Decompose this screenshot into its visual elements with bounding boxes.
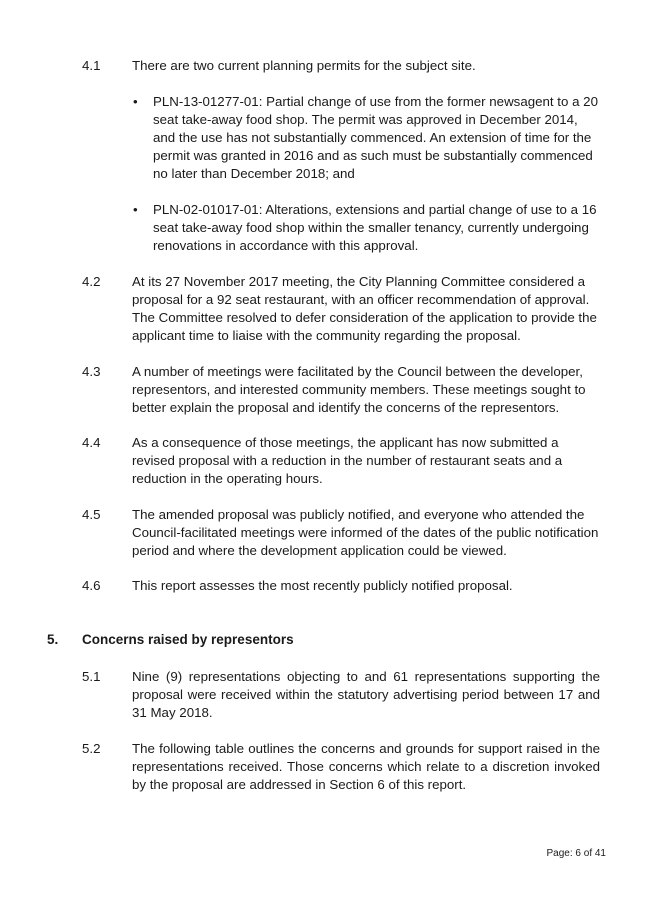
section-heading: Concerns raised by representors xyxy=(82,632,294,647)
paragraph-number: 4.5 xyxy=(82,507,101,522)
section-number: 5. xyxy=(47,632,59,647)
paragraph-number: 4.2 xyxy=(82,274,101,289)
paragraph-number: 5.1 xyxy=(82,669,101,684)
bullet-text: PLN-02-01017-01: Alterations, extensions and partial change of use to a 16 seat take-away food shop within the smaller tenancy, currently undergoing renovations in accordance with this approval. xyxy=(153,202,597,253)
bullet-icon: • xyxy=(133,94,138,109)
paragraph-text: The amended proposal was publicly notified, and everyone who attended the Council-facilitated meetings were informed of the dates of the public notification period and where the development application could be viewed. xyxy=(132,507,599,558)
paragraph-text: This report assesses the most recently publicly notified proposal. xyxy=(132,578,513,593)
paragraph-number: 4.3 xyxy=(82,364,101,379)
paragraph-number: 4.6 xyxy=(82,578,101,593)
bullet-text: PLN-13-01277-01: Partial change of use from the former newsagent to a 20 seat take-away food shop. The permit was approved in December 2014, and the use has not substantially commenced. An extension of time for the permit was granted in 2016 and as such must be substantially commenced no later than December 2018; and xyxy=(153,94,598,181)
paragraph-text: There are two current planning permits for the subject site. xyxy=(132,58,476,73)
page-number-footer: Page: 6 of 41 xyxy=(546,848,606,859)
bullet-icon: • xyxy=(133,202,138,217)
paragraph-text: Nine (9) representations objecting to and 61 representations supporting the proposal were received within the statutory advertising period between 17 and 31 May 2018. xyxy=(132,669,600,720)
paragraph-number: 4.1 xyxy=(82,58,101,73)
paragraph-text: At its 27 November 2017 meeting, the City Planning Committee considered a proposal for a 92 seat restaurant, with an officer recommendation of approval. The Committee resolved to defer consideration of the application to provide the applicant time to liaise with the community regarding the proposal. xyxy=(132,274,597,343)
paragraph-text: The following table outlines the concerns and grounds for support raised in the representations received. Those concerns which relate to a discretion invoked by the proposal are addressed in Section 6 of this report. xyxy=(132,741,600,792)
paragraph-number: 5.2 xyxy=(82,741,101,756)
paragraph-number: 4.4 xyxy=(82,435,101,450)
paragraph-text: As a consequence of those meetings, the applicant has now submitted a revised proposal with a reduction in the number of restaurant seats and a reduction in the operating hours. xyxy=(132,435,563,486)
paragraph-text: A number of meetings were facilitated by the Council between the developer, representors, and interested community members. These meetings sought to better explain the proposal and identify the concerns of the representors. xyxy=(132,364,586,415)
